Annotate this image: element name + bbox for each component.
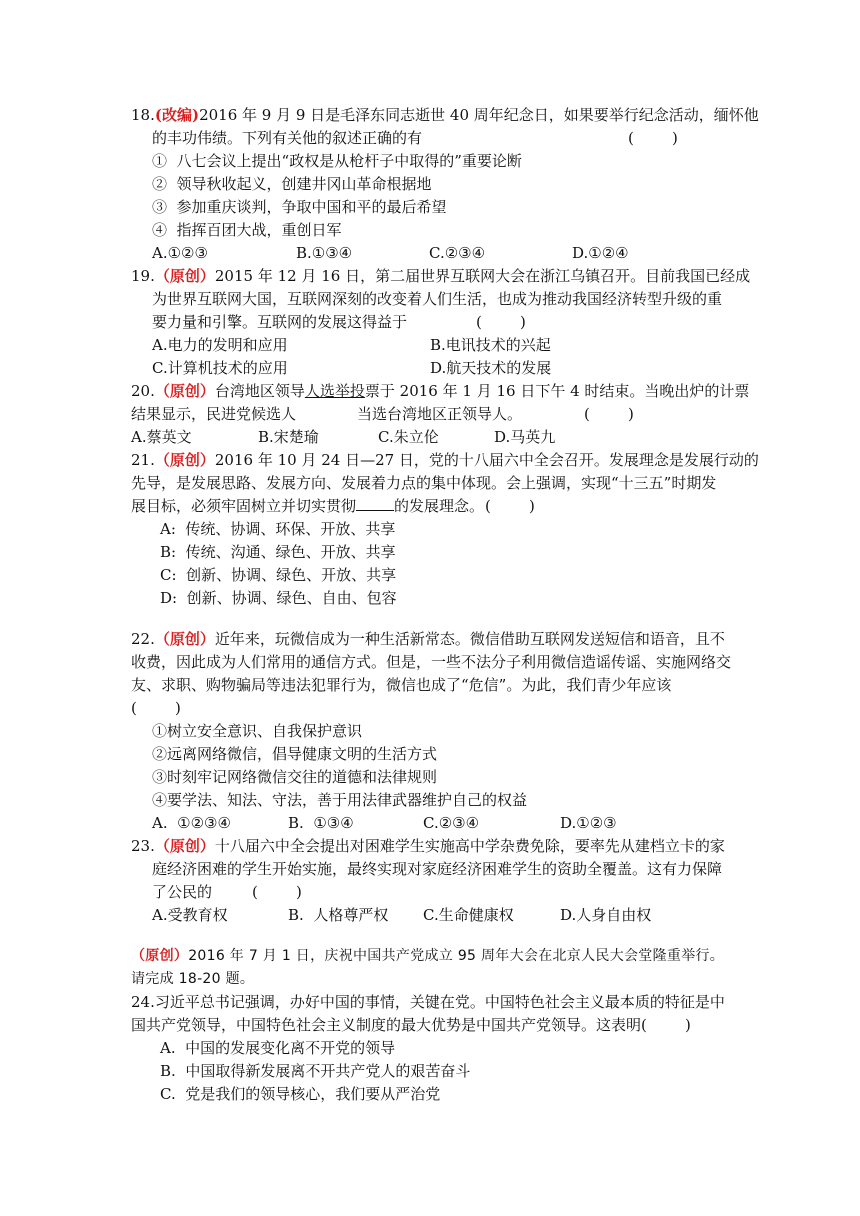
q21-line2: 先导，是发展思路、发展方向、发展着力点的集中体现。会上强调，实现“十三五”时期发 [131,474,717,492]
q18-line2: 的丰功伟绩。下列有关他的叙述正确的有 [152,129,423,147]
q20-line1 [131,380,749,402]
q20-option-b: B.宋楚瑜 [258,428,319,446]
q21-line1 [131,449,759,471]
q19-option-a: A.电力的发明和应用 [152,336,288,354]
q21-text3a: 展目标，必须牢固树立并切实贯彻 [131,497,357,515]
q18-number: 18. [131,106,155,124]
q24-number: 24. [131,993,155,1011]
q22-line3: 友、求职、购物骗局等违法犯罪行为，微信也成了“危信”。为此，我们青少年应该 [131,676,672,694]
q21-text1: 2016 年 10 月 24 日—27 日，党的十八届六中全会召开。发展理念是发展行动的 [214,451,759,469]
q23-line2: 庭经济困难的学生开始实施，最终实现对家庭经济困难学生的资助全覆盖。这有力保障 [152,860,723,878]
q23-answer-paren: ( ) [252,883,302,901]
q18-line1 [131,104,759,126]
q21-option-c: C: 创新、协调、绿色、开放、共享 [160,566,397,584]
q20-answer-paren: ( ) [584,405,634,423]
q22-answer-paren: ( ) [131,699,181,717]
q19-tag: （原创） [154,267,215,285]
q23-option-b: B. 人格尊严权 [288,906,389,924]
q24-option-c: C. 党是我们的领导核心，我们要从严治党 [160,1085,441,1103]
q21-line3 [131,495,484,517]
q19-answer-paren: ( ) [476,313,526,331]
q20-tag: （原创） [154,382,215,400]
q23-tag: （原创） [154,837,215,855]
intro-tag: （原创） [131,948,189,964]
q22-line1 [131,628,725,650]
q18-option-b: B.①③④ [296,244,353,262]
q20-option-d: D.马英九 [494,428,556,446]
q22-item-3: ③时刻牢记网络微信交往的道德和法律规则 [152,768,438,786]
q23-number: 23. [131,837,155,855]
intro-line2: 请完成 18-20 题。 [131,971,255,987]
q21-blank [356,495,394,511]
q24-option-b: B. 中国取得新发展离不开共产党人的艰苦奋斗 [160,1062,471,1080]
q23-option-c: C.生命健康权 [423,906,514,924]
q20-line2b: 当选台湾地区正领导人。 [357,405,523,423]
q18-option-d: D.①②④ [572,244,629,262]
q19-line1 [131,265,750,287]
q18-item-4: ④ 指挥百团大战，重创日军 [152,221,342,239]
q24-line1 [131,991,725,1013]
q20-text1b: 票于 2016 年 1 月 16 日下午 4 时结束。当晚出炉的计票 [364,382,750,400]
q20-option-c: C.朱立伦 [378,428,439,446]
q21-answer-paren: ( ) [485,497,535,515]
q23-line3: 了公民的 [152,883,213,901]
q21-text3b: 的发展理念。 [394,497,485,515]
intro-line1 [131,945,724,967]
q18-item-3: ③ 参加重庆谈判，争取中国和平的最后希望 [152,198,447,216]
q23-option-d: D.人身自由权 [560,906,652,924]
q22-tag: （原创） [154,630,215,648]
q18-answer-paren: ( ) [628,129,678,147]
q23-line1 [131,835,725,857]
q23-text1: 十八届六中全会提出对困难学生实施高中学杂费免除，要率先从建档立卡的家 [214,837,725,855]
q18-item-1: ① 八七会议上提出“政权是从枪杆子中取得的”重要论断 [152,152,522,170]
q22-option-d: D.①②③ [560,814,617,832]
q22-line2: 收费，因此成为人们常用的通信方式。但是，一些不法分子利用微信造谣传谣、实施网络交 [131,653,732,671]
q24-line2: 国共产党领导，中国特色社会主义制度的最大优势是中国共产党领导。这表明( ) [131,1016,691,1034]
q19-option-b: B.电讯技术的兴起 [430,336,551,354]
q22-option-b: B. ①③④ [288,814,354,832]
q18-option-a: A.①②③ [152,244,208,262]
q19-line2: 为世界互联网大国，互联网深刻的改变着人们生活，也成为推动我国经济转型升级的重 [152,290,723,308]
q22-item-4: ④要学法、知法、守法，善于用法律武器维护自己的权益 [152,791,528,809]
q22-option-a: A. ①②③④ [152,814,231,832]
q18-option-c: C.②③④ [429,244,486,262]
q20-option-a: A.蔡英文 [131,428,192,446]
q19-text1: 2015 年 12 月 16 日，第二届世界互联网大会在浙江乌镇召开。目前我国已经成 [214,267,751,285]
q22-number: 22. [131,630,155,648]
q21-option-a: A: 传统、协调、环保、开放、共享 [160,520,396,538]
q18-text1: 2016 年 9 月 9 日是毛泽东同志逝世 40 周年纪念日，如果要举行纪念活动，缅怀他 [199,106,759,124]
q19-option-d: D.航天技术的发展 [430,359,552,377]
q24-text1: 习近平总书记强调，办好中国的事情，关键在党。中国特色社会主义最本质的特征是中 [154,993,725,1011]
q22-option-c: C.②③④ [423,814,480,832]
q20-number: 20. [131,382,155,400]
q19-number: 19. [131,267,155,285]
intro-text1: 2016 年 7 月 1 日，庆祝中国共产党成立 95 周年大会在北京人民大会堂隆重举行。 [188,948,725,964]
q21-tag: （原创） [154,451,215,469]
q23-option-a: A.受教育权 [152,906,228,924]
q21-option-b: B: 传统、沟通、绿色、开放、共享 [160,543,396,561]
q20-line2: 结果显示，民进党候选人 [131,405,297,423]
q24-option-a: A. 中国的发展变化离不开党的领导 [160,1039,396,1057]
q22-item-2: ②远离网络微信，倡导健康文明的生活方式 [152,745,438,763]
q20-text1a: 台湾地区领导 [214,382,305,400]
q18-item-2: ② 领导秋收起义，创建井冈山革命根据地 [152,175,432,193]
q22-item-1: ①树立安全意识、自我保护意识 [152,722,363,740]
q21-number: 21. [131,451,155,469]
q19-line3: 要力量和引擎。互联网的发展这得益于 [152,313,408,331]
q18-tag: (改编) [154,106,200,124]
q22-text1: 近年来，玩微信成为一种生活新常态。微信借助互联网发送短信和语音，且不 [214,630,725,648]
q20-underlined-text: 人选举投 [304,382,365,400]
q19-option-c: C.计算机技术的应用 [152,359,288,377]
q21-option-d: D: 创新、协调、绿色、自由、包容 [160,589,397,607]
